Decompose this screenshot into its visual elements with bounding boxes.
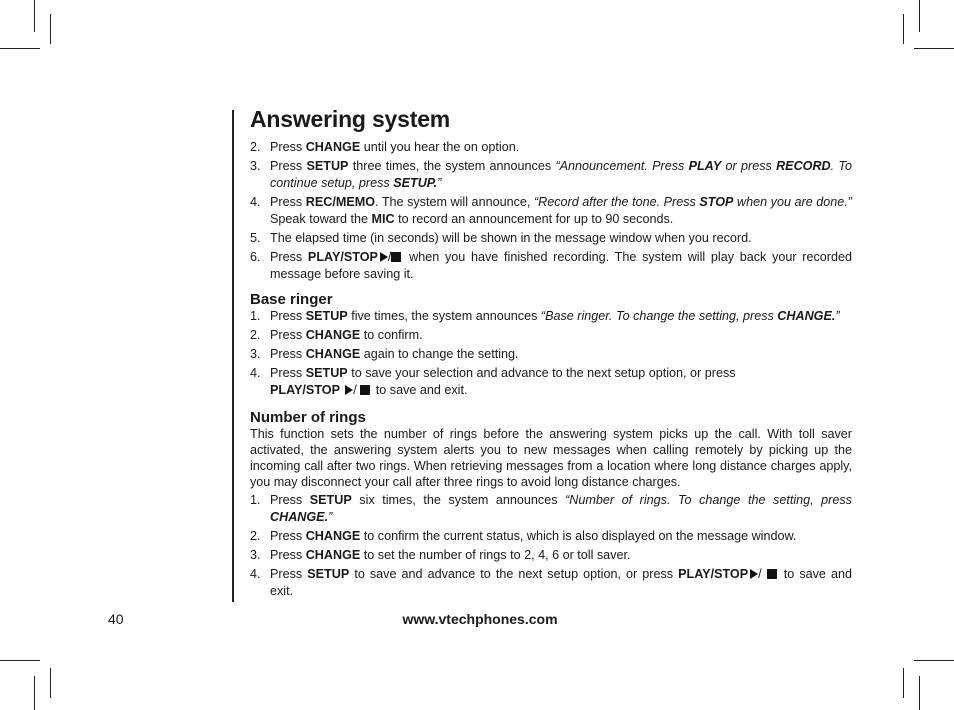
announcement-text: ” (328, 510, 333, 524)
step-number: 2. (250, 140, 261, 154)
key-label: CHANGE (305, 548, 361, 562)
announcement-text: “Record after the tone. Press (533, 195, 700, 209)
key-label: MIC (371, 212, 395, 226)
step-text: / (387, 250, 392, 264)
list-item (250, 346, 852, 363)
step-text: The elapsed time (in seconds) will be shown in the message window when you record. (270, 231, 752, 245)
step-number: 5. (250, 231, 261, 245)
play-icon (380, 252, 388, 262)
crop-mark (50, 668, 51, 698)
announcement-key: SETUP. (393, 176, 438, 190)
key-label: PLAY/STOP (270, 383, 344, 397)
list-item (250, 194, 852, 228)
announcement-text: when you are done.” (733, 195, 852, 209)
step-number: 4. (250, 366, 261, 380)
list-item (250, 492, 852, 526)
step-text: to record an announcement for up to 90 seconds. (394, 212, 674, 226)
step-text: / (353, 383, 361, 397)
announcement-key: CHANGE. (777, 309, 836, 323)
announcement-text: . To continue setup, press (270, 159, 852, 190)
step-text: Press (270, 250, 308, 264)
step-text: to set the number of rings to 2, 4, 6 or toll saver. (360, 548, 631, 562)
list-item (250, 365, 852, 399)
key-label: CHANGE (305, 529, 361, 543)
step-text: / (758, 567, 767, 581)
key-label: PLAY/STOP (678, 567, 749, 581)
list-item (250, 327, 852, 344)
list-item (250, 139, 852, 156)
step-number: 3. (250, 159, 261, 173)
stop-icon (360, 385, 370, 395)
key-label: SETUP (309, 493, 352, 507)
step-text: to confirm the current status, which is also displayed on the message window. (360, 529, 797, 543)
number-of-rings-heading: Number of rings (250, 409, 366, 426)
step-number: 1. (250, 493, 261, 507)
crop-mark (919, 676, 920, 710)
list-item (250, 566, 852, 600)
crop-mark (0, 660, 40, 661)
step-number: 4. (250, 567, 261, 581)
list-item (250, 158, 852, 192)
step-number: 1. (250, 309, 261, 323)
key-label: CHANGE (305, 328, 361, 342)
key-label: REC/MEMO (305, 195, 376, 209)
step-text: to save your selection and advance to the next setup option, or press (347, 366, 736, 380)
step-text: Press (270, 493, 310, 507)
step-text: to save and exit. (372, 383, 468, 397)
announcement-text: ” (437, 176, 442, 190)
crop-mark (914, 660, 954, 661)
step-number: 6. (250, 250, 261, 264)
step-text: six times, the system announces (351, 493, 566, 507)
announcement-text: or press (721, 159, 777, 173)
list-item (250, 528, 852, 545)
step-text: when you have finished recording. The system will play back your recorded message before saving it. (270, 250, 852, 281)
step-text: . The system will announce, (375, 195, 534, 209)
step-text: Press (270, 567, 308, 581)
step-text: five times, the system announces (347, 309, 541, 323)
announcement-text: “Base ringer. To change the setting, press (540, 309, 778, 323)
margin-rule (232, 110, 234, 602)
answer-steps-list (250, 139, 852, 283)
step-text: Press (270, 159, 307, 173)
list-item (250, 547, 852, 564)
crop-mark (919, 0, 920, 32)
step-text: Press (270, 347, 306, 361)
crop-mark (0, 48, 40, 49)
base-ringer-steps-list (250, 308, 852, 399)
step-text: Press (270, 548, 306, 562)
step-number: 4. (250, 195, 261, 209)
step-text: three times, the system announces (348, 159, 556, 173)
step-text: Speak toward the (270, 212, 372, 226)
step-text: again to change the setting. (360, 347, 519, 361)
step-text: Press (270, 195, 306, 209)
announcement-text: “Announcement. Press (555, 159, 689, 173)
crop-mark (50, 14, 51, 44)
announcement-key: CHANGE. (270, 510, 329, 524)
website-url[interactable]: www.vtechphones.com (402, 611, 558, 627)
step-text: to save and advance to the next setup option, or press (349, 567, 679, 581)
step-text: Press (270, 529, 306, 543)
crop-mark (34, 0, 35, 32)
list-item (250, 249, 852, 283)
step-number: 2. (250, 529, 261, 543)
key-label: CHANGE (305, 347, 361, 361)
base-ringer-heading: Base ringer (250, 291, 333, 308)
key-label: SETUP (307, 567, 350, 581)
page-number: 40 (108, 611, 124, 627)
number-of-rings-steps-list (250, 492, 852, 600)
footer-url-wrap (0, 611, 954, 627)
step-number: 3. (250, 548, 261, 562)
key-label: SETUP (306, 159, 349, 173)
play-icon (750, 569, 758, 579)
step-text: until you hear the on option. (360, 140, 520, 154)
announcement-text: “Number of rings. To change the setting, press (565, 493, 852, 507)
step-text: to confirm. (360, 328, 423, 342)
announcement-key: PLAY (688, 159, 722, 173)
key-label: PLAY/STOP (307, 250, 378, 264)
announcement-key: STOP (699, 195, 734, 209)
key-label: SETUP (305, 309, 348, 323)
step-number: 2. (250, 328, 261, 342)
number-of-rings-intro: This function sets the number of rings before the answering system picks up the call. With toll saver activated, the answering system alerts you to new messages when calling remotely by picking up the incoming call after two rings. When retrieving messages from a location where long distance charges apply, you may disconnect your call after three rings to avoid long distance charges. (250, 427, 852, 489)
crop-mark (914, 48, 954, 49)
stop-icon (767, 569, 777, 579)
key-label: SETUP (305, 366, 348, 380)
key-label: CHANGE (305, 140, 361, 154)
stop-icon (391, 252, 401, 262)
step-text: Press (270, 140, 306, 154)
list-item (250, 230, 852, 247)
step-number: 3. (250, 347, 261, 361)
crop-mark (903, 14, 904, 44)
step-text: Press (270, 328, 306, 342)
announcement-key: RECORD (776, 159, 831, 173)
announcement-text: ” (835, 309, 840, 323)
crop-mark (34, 676, 35, 710)
page-content (250, 106, 852, 602)
page-title: Answering system (250, 106, 451, 132)
step-text: Press (270, 309, 306, 323)
list-item (250, 308, 852, 325)
crop-mark (903, 668, 904, 698)
step-text: Press (270, 366, 306, 380)
step-text: to save and exit. (270, 567, 852, 598)
